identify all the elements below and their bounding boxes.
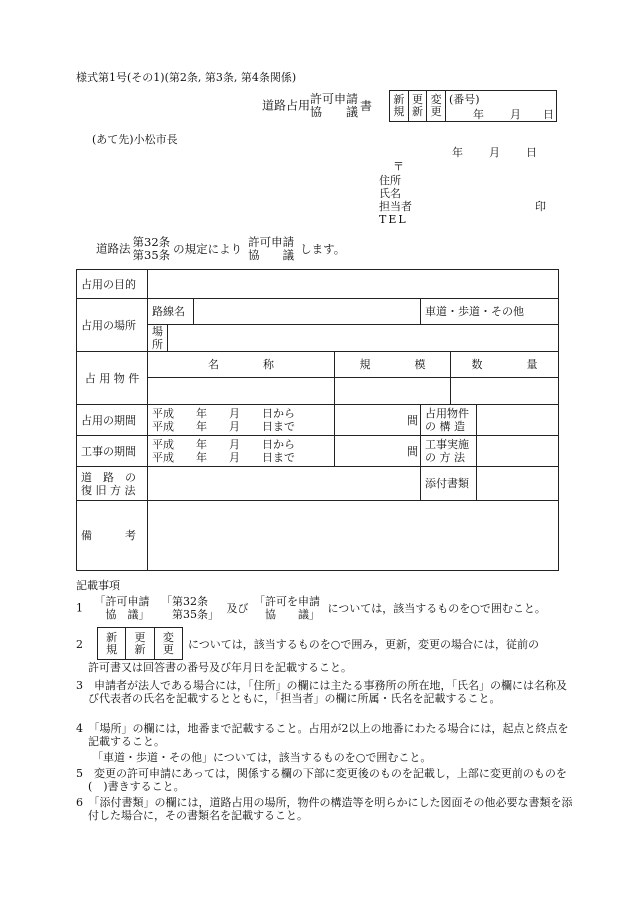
note-4: 4 「場所」の欄には，地番まで記載すること。占用が2以上の地番にわたる場合には，起点と終点を記載すること。 — [76, 722, 569, 748]
postal-mark: 〒 — [393, 160, 404, 173]
note-2-status-box: 新 規 更 新 変 更 — [97, 627, 183, 660]
status-box — [389, 90, 446, 122]
purpose-field[interactable] — [148, 270, 559, 299]
attachments-label: 添付書類 — [421, 467, 477, 501]
number-box[interactable]: (番号) 年 月 日 — [445, 90, 557, 122]
note-2-text: については，該当するものを○で囲み，更新，変更の場合には，従前の — [188, 638, 540, 651]
address-label: 住所 — [379, 174, 401, 187]
occupancy-period-field[interactable]: 平成 年 月 日から 平成 年 月 日まで — [148, 405, 335, 436]
structure-label: 占用物件 の 構 造 — [421, 405, 477, 436]
location-field[interactable] — [168, 325, 559, 352]
route-name-field[interactable] — [194, 299, 421, 325]
occupancy-period-label: 占用の期間 — [77, 405, 148, 436]
status-renew[interactable]: 更 新 — [409, 91, 428, 121]
location-label: 場 所 — [148, 325, 168, 352]
statement: 道路法 第32条 第35条 の規定により 許可申請 協 議 します。 — [96, 235, 346, 262]
object-label: 占 用 物 件 — [77, 352, 148, 405]
place-label: 占用の場所 — [77, 299, 148, 352]
title-option-consult: 協 議 — [310, 105, 359, 119]
application-table — [76, 269, 559, 571]
document-title — [262, 93, 372, 119]
object-scale-header: 規 模 — [335, 352, 451, 378]
method-field[interactable] — [477, 436, 559, 467]
object-name-field[interactable] — [148, 378, 335, 405]
purpose-label: 占用の目的 — [77, 270, 148, 299]
status-new[interactable]: 新 規 — [390, 91, 409, 121]
note-4b: 「車道・歩道・その他」については，該当するものを○で囲むこと。 — [92, 751, 432, 764]
seal-mark: 印 — [535, 200, 546, 213]
road-type-option[interactable]: 車道・歩道・その他 — [421, 299, 559, 325]
form-label: 様式第1号(その1)(第2条, 第3条, 第4条関係) — [76, 71, 297, 84]
note-3: 3 申請者が法人である場合には，「住所」の欄には主たる事務所の所在地，「氏名」の欄には名称及び代表者の氏名を記載するとともに，「担当者」の欄に所属・氏名を記載すること。 — [76, 679, 567, 705]
route-name-label: 路線名 — [148, 299, 194, 325]
attachments-field[interactable] — [477, 467, 559, 501]
note-5: 5 変更の許可申請にあっては，関係する欄の下部に変更後のものを記載し，上部に変更前のものを( )書きすること。 — [76, 767, 567, 793]
object-name-header: 名 称 — [148, 352, 335, 378]
note-2-line2: 許可書又は回答書の番号及び年月日を記載すること。 — [88, 661, 352, 674]
method-label: 工事実施 の 方 法 — [421, 436, 477, 467]
restoration-label: 道 路 の 復 旧 方 法 — [77, 467, 148, 501]
status-change[interactable]: 変 更 — [430, 93, 442, 118]
tel-label: TEL — [379, 213, 408, 226]
note-1: 1 「許可申請 協 議」 「第32条 第35条」 及び 「許可を申請 協 議」 については，該当するものを○で囲むこと。 — [76, 595, 546, 621]
remarks-label: 備 考 — [77, 501, 148, 571]
remarks-field[interactable] — [148, 501, 559, 571]
work-between: 間 — [335, 436, 421, 467]
occupancy-between: 間 — [335, 405, 421, 436]
name-label: 氏名 — [379, 187, 401, 200]
notes-heading: 記載事項 — [76, 579, 120, 592]
number-label: (番号) — [449, 93, 480, 106]
addressee: (あて先)小松市長 — [92, 133, 178, 146]
work-period-field[interactable]: 平成 年 月 日から 平成 年 月 日まで — [148, 436, 335, 467]
note-2-number: 2 — [76, 638, 83, 651]
structure-field[interactable] — [477, 405, 559, 436]
submission-date: 年 月 日 — [452, 146, 537, 159]
work-period-label: 工事の期間 — [77, 436, 148, 467]
note-6: 6 「添付書類」の欄には，道路占用の場所，物件の構造等を明らかにした図面その他必要な書類を添付した場合に，その書類名を記載すること。 — [76, 796, 573, 822]
object-quantity-header: 数 量 — [451, 352, 559, 378]
restoration-field[interactable] — [148, 467, 421, 501]
object-scale-field[interactable] — [335, 378, 451, 405]
object-quantity-field[interactable] — [451, 378, 559, 405]
contact-label: 担当者 — [379, 200, 412, 213]
title-suffix: 書 — [360, 98, 373, 113]
title-option-permit: 許可申請 — [310, 92, 359, 106]
title-prefix: 道路占用 — [262, 98, 311, 113]
